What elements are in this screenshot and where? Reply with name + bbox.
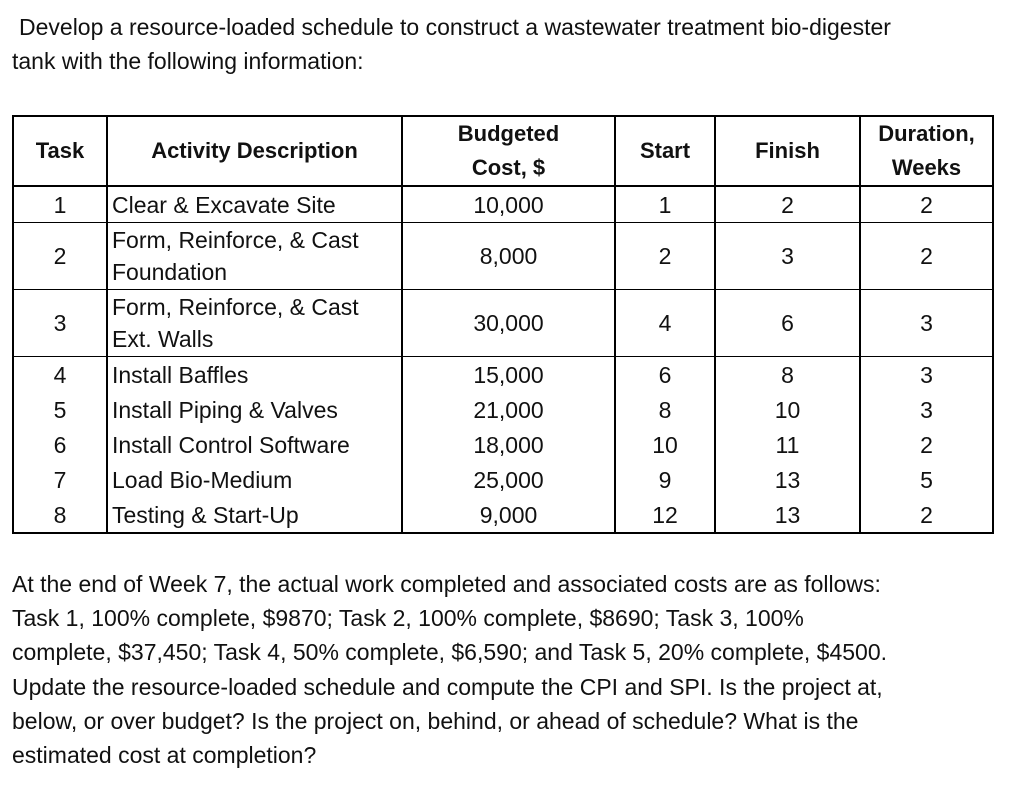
cell-cost: 8,000: [402, 223, 615, 290]
question-line: Update the resource-loaded schedule and compute the CPI and SPI. Is the project at,: [12, 673, 883, 700]
table-row: [13, 290, 993, 357]
cell-start: 12: [615, 497, 715, 533]
cell-finish: 6: [715, 290, 860, 357]
header-start: Start: [615, 116, 715, 186]
cell-start: 9: [615, 462, 715, 497]
cell-duration: 2: [860, 186, 993, 223]
table-row: [13, 186, 993, 223]
activity-line: Foundation: [112, 259, 228, 285]
header-activity: Activity Description: [107, 116, 402, 186]
cell-cost: 9,000: [402, 497, 615, 533]
question-line: estimated cost at completion?: [12, 742, 317, 769]
table-row: [13, 357, 993, 393]
table-row: [13, 497, 993, 533]
cell-activity: Install Baffles: [107, 357, 402, 393]
cell-duration: 3: [860, 392, 993, 427]
cell-cost: 10,000: [402, 186, 615, 223]
question-text: [12, 567, 1022, 772]
table-row: [13, 223, 993, 290]
table-row: [13, 462, 993, 497]
cell-start: 4: [615, 290, 715, 357]
cell-cost: 25,000: [402, 462, 615, 497]
cell-activity: Install Piping & Valves: [107, 392, 402, 427]
header-cost-line: Budgeted: [457, 121, 560, 146]
header-duration-line: Weeks: [891, 155, 962, 180]
cell-cost: 18,000: [402, 427, 615, 462]
cell-activity: [107, 223, 402, 290]
header-finish: Finish: [715, 116, 860, 186]
cell-start: 8: [615, 392, 715, 427]
cell-start: 1: [615, 186, 715, 223]
cell-task: 8: [13, 497, 107, 533]
cell-activity: Clear & Excavate Site: [107, 186, 402, 223]
cell-cost: 21,000: [402, 392, 615, 427]
activity-line: Ext. Walls: [112, 326, 214, 352]
cell-task: 5: [13, 392, 107, 427]
header-cost-line: Cost, $: [471, 155, 546, 180]
cell-cost: 15,000: [402, 357, 615, 393]
cell-finish: 10: [715, 392, 860, 427]
cell-duration: 3: [860, 290, 993, 357]
cell-task: 2: [13, 223, 107, 290]
intro-line: tank with the following information:: [12, 48, 364, 74]
cell-activity: [107, 290, 402, 357]
cell-task: 6: [13, 427, 107, 462]
header-task: Task: [13, 116, 107, 186]
cell-task: 4: [13, 357, 107, 393]
cell-finish: 13: [715, 497, 860, 533]
intro-line: Develop a resource-loaded schedule to construct a wastewater treatment bio-digester: [19, 14, 891, 40]
cell-activity: Load Bio-Medium: [107, 462, 402, 497]
table-row: [13, 427, 993, 462]
activity-line: Form, Reinforce, & Cast: [112, 227, 359, 253]
cell-duration: 3: [860, 357, 993, 393]
cell-cost: 30,000: [402, 290, 615, 357]
header-duration-line: Duration,: [878, 121, 975, 146]
cell-finish: 8: [715, 357, 860, 393]
cell-activity: Testing & Start-Up: [107, 497, 402, 533]
question-line: complete, $37,450; Task 4, 50% complete, $6,590; and Task 5, 20% complete, $4500.: [12, 639, 887, 666]
activity-line: Form, Reinforce, & Cast: [112, 294, 359, 320]
intro-text: [12, 10, 1017, 78]
cell-duration: 2: [860, 427, 993, 462]
cell-finish: 11: [715, 427, 860, 462]
cell-start: 10: [615, 427, 715, 462]
question-line: At the end of Week 7, the actual work completed and associated costs are as follows:: [12, 571, 881, 597]
table-header-row: [13, 116, 993, 186]
schedule-table: [12, 115, 994, 534]
question-line: below, or over budget? Is the project on, behind, or ahead of schedule? What is the: [12, 707, 859, 734]
cell-duration: 2: [860, 497, 993, 533]
cell-duration: 5: [860, 462, 993, 497]
table-row: [13, 392, 993, 427]
cell-activity: Install Control Software: [107, 427, 402, 462]
cell-start: 6: [615, 357, 715, 393]
cell-task: 7: [13, 462, 107, 497]
header-duration: [860, 116, 993, 186]
cell-start: 2: [615, 223, 715, 290]
question-line: Task 1, 100% complete, $9870; Task 2, 100% complete, $8690; Task 3, 100%: [12, 605, 804, 632]
header-budgeted-cost: [402, 116, 615, 186]
cell-duration: 2: [860, 223, 993, 290]
cell-task: 1: [13, 186, 107, 223]
cell-task: 3: [13, 290, 107, 357]
cell-finish: 3: [715, 223, 860, 290]
cell-finish: 2: [715, 186, 860, 223]
cell-finish: 13: [715, 462, 860, 497]
